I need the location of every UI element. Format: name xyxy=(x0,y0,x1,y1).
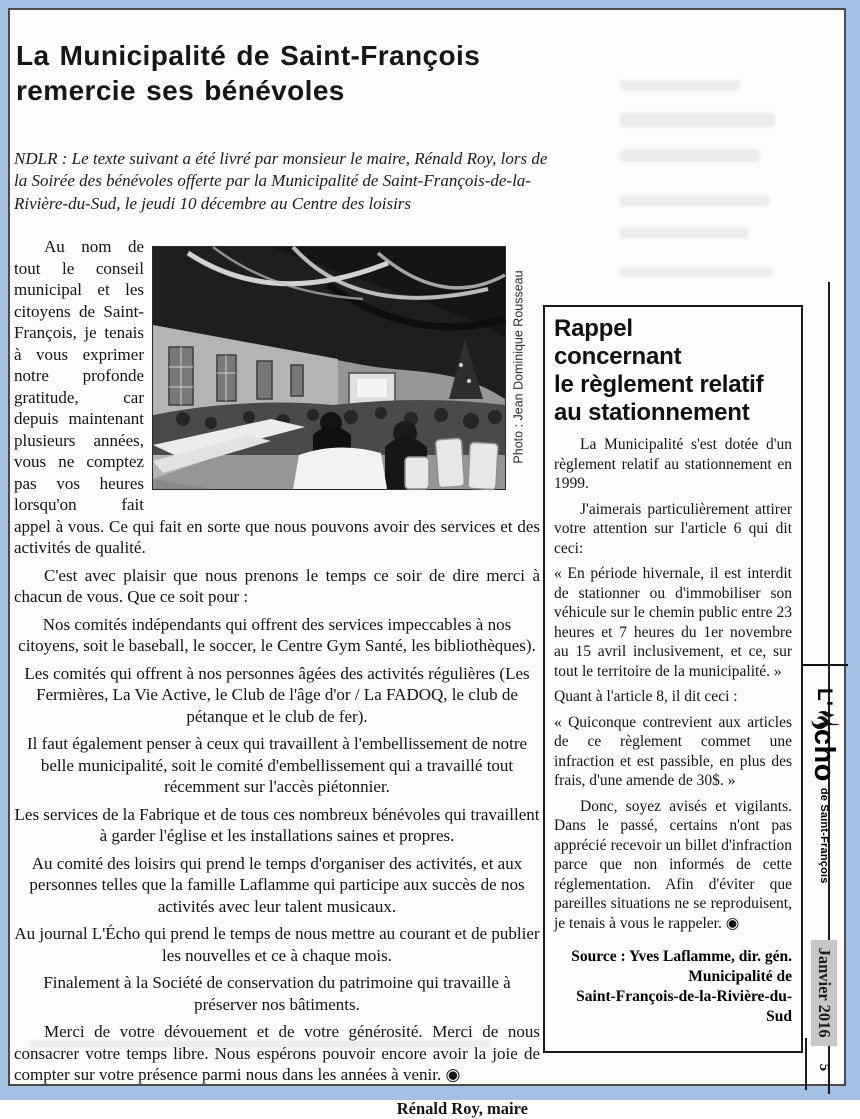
masthead-title: cho xyxy=(808,729,841,782)
editors-note: NDLR : Le texte suivant a été livré par monsieur le maire, Rénald Roy, lors de la Soirée des bénévoles offerte par la Municipalité de Saint-François-de-la-Rivière-du-Sud, le jeudi 10 décembre au Centre des loisirs xyxy=(14,148,560,215)
notice-title-line: au stationnement xyxy=(554,399,792,427)
page-number: 5 xyxy=(816,1064,833,1072)
flame-icon xyxy=(807,707,845,731)
parking-notice-box xyxy=(543,305,803,1053)
notice-quote: « En période hivernale, il est interdit de stationner ou d'immobiliser son véhicule sur le chemin public entre 23 heures et 7 heures du 1er novembre au 15 avril inclusivement, et ce, sur tout le territoire de la municipalité. » xyxy=(554,564,792,681)
article-paragraph: Les services de la Fabrique et de tous ces nombreux bénévoles qui travaillent à garder l'église et les installations saines et propres. xyxy=(14,804,540,847)
bleed-through-text xyxy=(620,80,820,340)
masthead-subtitle: de Saint-François xyxy=(818,788,830,884)
page-title-line-2: remercie ses bénévoles xyxy=(16,73,576,108)
newsletter-page xyxy=(8,8,846,1086)
notice-paragraph: Donc, soyez avisés et vigilants. Dans le passé, certains n'ont pas apprécié recevoir un billet d'infraction parce que non informés de cette réglementation. Afin d'éviter que pareilles situations ne se reproduisent, je tenais à vous le rappeler. ◉ xyxy=(554,797,792,934)
article-paragraph: Au comité des loisirs qui prend le temps d'organiser des activités, et aux personnes telles que la famille Laflamme qui participe aux succès de nos activités avec leur talent musicaux. xyxy=(14,853,540,918)
banquet-photo xyxy=(152,246,506,490)
photo-figure xyxy=(152,246,540,490)
notice-source-line: Saint-François-de-la-Rivière-du-Sud xyxy=(554,987,792,1027)
notice-paragraph: Quant à l'article 8, il dit ceci : xyxy=(554,687,792,707)
article-paragraph: Au nom de tout le conseil municipal et les citoyens de Saint-François, je tenais à vous exprimer notre profonde gratitude, car depuis maintenant plusieurs années, vous ne comptez pas vos heures lorsqu'on fait appel à vous. Ce qui fait en sorte que nous pouvons avoir des services et des activités de qualité. xyxy=(14,236,540,559)
article-paragraph: Merci de votre dévouement et de votre générosité. Merci de nous consacrer votre temps libre. Nous espérons pouvoir encore avoir la joie de compter sur votre présence parmi nous dans les années à venir. ◉ xyxy=(14,1021,540,1086)
author-signature: Rénald Roy, maire xyxy=(14,1098,528,1119)
photo-credit-text: Photo : Jean Dominique Rousseau xyxy=(508,270,530,463)
article-paragraph: Au journal L'Écho qui prend le temps de nous mettre au courant et de publier les nouvelles et ce à chaque mois. xyxy=(14,923,540,966)
article-paragraph: C'est avec plaisir que nous prenons le temps ce soir de dire merci à chacun de vous. Que ce soit pour : xyxy=(14,565,540,608)
masthead-logo-prefix: L' xyxy=(812,688,836,706)
article-body xyxy=(14,236,540,1119)
notice-title-line: Rappel xyxy=(554,315,792,343)
masthead-spine xyxy=(800,670,848,1094)
masthead-top-rule xyxy=(802,664,848,666)
page-title-line-1: La Municipalité de Saint-François xyxy=(16,38,576,73)
article-paragraph: Il faut également penser à ceux qui travaillent à l'embellissement de notre belle municipalité, soit le comité d'embellissement qui a travaillé tout récemment sur l'accès piétonnier. xyxy=(14,733,540,798)
notice-title-line: le règlement relatif xyxy=(554,371,792,399)
notice-paragraph: La Municipalité s'est dotée d'un règlement relatif au stationnement en 1999. xyxy=(554,435,792,494)
article-paragraph: Les comités qui offrent à nos personnes âgées des activités régulières (Les Fermières, La Vie Active, le Club de l'âge d'or / La FADOQ, le club de pétanque et le club de fer). xyxy=(14,663,540,728)
notice-source-line: Municipalité de xyxy=(554,967,792,987)
issue-date-badge: Janvier 2016 xyxy=(811,940,837,1046)
notice-title-line: concernant xyxy=(554,343,792,371)
article-paragraph: Nos comités indépendants qui offrent des services impeccables à nos citoyens, soit le baseball, le soccer, le Centre Gym Santé, les bibliothèques). xyxy=(14,614,540,657)
article-paragraph: Finalement à la Société de conservation du patrimoine qui travaille à préserver nos bâtiments. xyxy=(14,972,540,1015)
notice-source xyxy=(554,947,792,1027)
notice-source-line: Source : Yves Laflamme, dir. gén. xyxy=(554,947,792,967)
banquet-photo-art xyxy=(153,247,505,489)
page-title xyxy=(16,38,576,108)
notice-title xyxy=(554,315,792,427)
masthead-rotated xyxy=(800,670,848,1094)
photo-credit xyxy=(506,246,532,488)
notice-quote: « Quiconque contrevient aux articles de ce règlement commet une infraction et est passible, en plus des frais, d'une amende de 30$. » xyxy=(554,713,792,791)
notice-paragraph: J'aimerais particulièrement attirer votre attention sur l'article 6 qui dit ceci: xyxy=(554,500,792,559)
